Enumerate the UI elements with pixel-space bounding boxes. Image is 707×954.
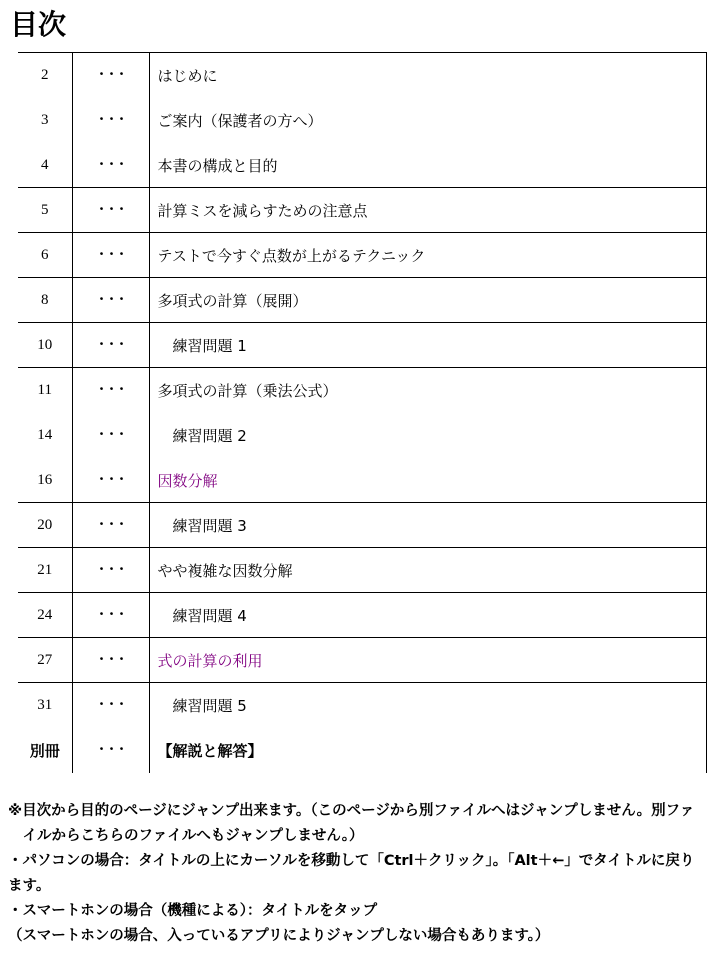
toc-title-cell [149,98,706,143]
toc-entry-link[interactable]: 式の計算の利用 [157,651,263,670]
usage-notes [8,799,700,949]
toc-row [18,233,706,278]
toc-leader-cell [72,278,149,323]
toc-leader-cell [72,323,149,368]
toc-page-number: 2 [18,53,72,99]
toc-title-cell [149,413,706,458]
note-jump-info: ※目次から目的のページにジャンプ出来ます。（このページから別ファイルへはジャンプしません。別ファイルからこちらのファイルへもジャンプしません。） [8,803,695,844]
toc-leader-cell [72,503,149,548]
toc-leader-dots: ・・・ [95,606,126,621]
toc-entry-link[interactable]: 本書の構成と目的 [157,156,278,175]
toc-row [18,278,706,323]
toc-leader-dots: ・・・ [95,651,126,666]
toc-entry-link[interactable]: 多項式の計算（展開） [157,291,308,310]
toc-row [18,683,706,729]
toc-entry-link[interactable]: 練習問題 5 [172,697,247,715]
toc-page-number: 8 [18,278,72,323]
toc-title-cell [149,458,706,503]
toc-leader-cell [72,728,149,773]
toc-title-cell [149,188,706,233]
toc-row [18,98,706,143]
toc-entry-link[interactable]: ご案内（保護者の方へ） [157,112,323,130]
toc-entry-link[interactable]: テストで今すぐ点数が上がるテクニック [157,246,426,265]
toc-title-cell [149,278,706,323]
toc-page-number: 24 [18,593,72,638]
toc-leader-dots: ・・・ [95,112,126,126]
toc-leader-cell [72,188,149,233]
toc-entry-link[interactable]: やや複雑な因数分解 [157,561,293,580]
toc-row [18,458,706,503]
toc-row [18,728,706,773]
toc-leader-dots: ・・・ [95,561,126,576]
toc-leader-dots: ・・・ [95,156,126,171]
toc-entry-link[interactable]: 練習問題 4 [172,606,247,625]
toc-title-cell [149,638,706,683]
toc-leader-dots: ・・・ [95,201,126,216]
toc-row [18,188,706,233]
toc-leader-dots: ・・・ [95,67,126,81]
toc-leader-cell [72,413,149,458]
toc-leader-cell [72,368,149,414]
toc-leader-dots: ・・・ [95,291,126,306]
toc-entry-link[interactable]: 計算ミスを減らすための注意点 [157,201,368,220]
toc-title-cell [149,143,706,188]
toc-title-cell [149,368,706,414]
toc-page-number: 27 [18,638,72,683]
toc-leader-cell [72,638,149,683]
toc-row [18,593,706,638]
toc-leader-dots: ・・・ [95,382,126,396]
toc-page-number: 14 [18,413,72,458]
toc-row [18,503,706,548]
toc-leader-cell [72,98,149,143]
toc-entry-link[interactable]: 練習問題 1 [172,336,247,355]
toc-entry-link[interactable]: 練習問題 2 [172,427,247,445]
toc-leader-cell [72,53,149,99]
toc-title-cell [149,233,706,278]
toc-page-number: 21 [18,548,72,593]
toc-page-number: 5 [18,188,72,233]
toc-row [18,323,706,368]
toc-title-cell [149,53,706,99]
toc-entry-link[interactable]: 【解説と解答】 [157,742,263,760]
toc-leader-cell [72,593,149,638]
page-title: 目次 [10,8,67,41]
toc-title-cell [149,503,706,548]
toc-leader-cell [72,683,149,729]
toc-leader-cell [72,548,149,593]
toc-row [18,368,706,414]
toc-page-number: 3 [18,98,72,143]
toc-title-cell [149,683,706,729]
toc-title-cell [149,593,706,638]
toc-entry-link[interactable]: はじめに [157,67,218,85]
toc-page-number: 16 [18,458,72,503]
note-smartphone-usage: ・スマートホンの場合（機種による）：タイトルをタップ [8,903,378,919]
toc-page-number: 11 [18,368,72,414]
toc-leader-dots: ・・・ [95,742,126,756]
toc-page-number: 4 [18,143,72,188]
toc-table [18,52,707,773]
toc-leader-dots: ・・・ [95,336,126,351]
toc-leader-dots: ・・・ [95,516,126,531]
toc-entry-link[interactable]: 多項式の計算（乗法公式） [157,382,338,400]
toc-page-number: 6 [18,233,72,278]
toc-entry-link[interactable]: 練習問題 3 [172,516,247,535]
toc-page-number: 31 [18,683,72,729]
toc-row [18,413,706,458]
toc-body [18,53,706,774]
toc-leader-dots: ・・・ [95,427,126,441]
toc-row [18,638,706,683]
toc-page-number: 10 [18,323,72,368]
toc-leader-dots: ・・・ [95,246,126,261]
note-pc-usage: ・パソコンの場合：タイトルの上にカーソルを移動して「Ctrl＋クリック」。「Alt＋←」でタイトルに戻ります。 [8,853,695,894]
toc-leader-dots: ・・・ [95,471,126,486]
toc-leader-cell [72,458,149,503]
toc-title-cell [149,728,706,773]
toc-entry-link[interactable]: 因数分解 [157,471,218,490]
toc-leader-cell [72,233,149,278]
toc-title-cell [149,323,706,368]
toc-row [18,143,706,188]
note-smartphone-caveat: （スマートホンの場合、入っているアプリによりジャンプしない場合もあります。） [8,928,550,944]
toc-title-cell [149,548,706,593]
toc-page-number: 20 [18,503,72,548]
toc-leader-dots: ・・・ [95,697,126,711]
toc-leader-cell [72,143,149,188]
toc-row [18,53,706,99]
toc-page-number: 別冊 [18,728,72,773]
toc-row [18,548,706,593]
